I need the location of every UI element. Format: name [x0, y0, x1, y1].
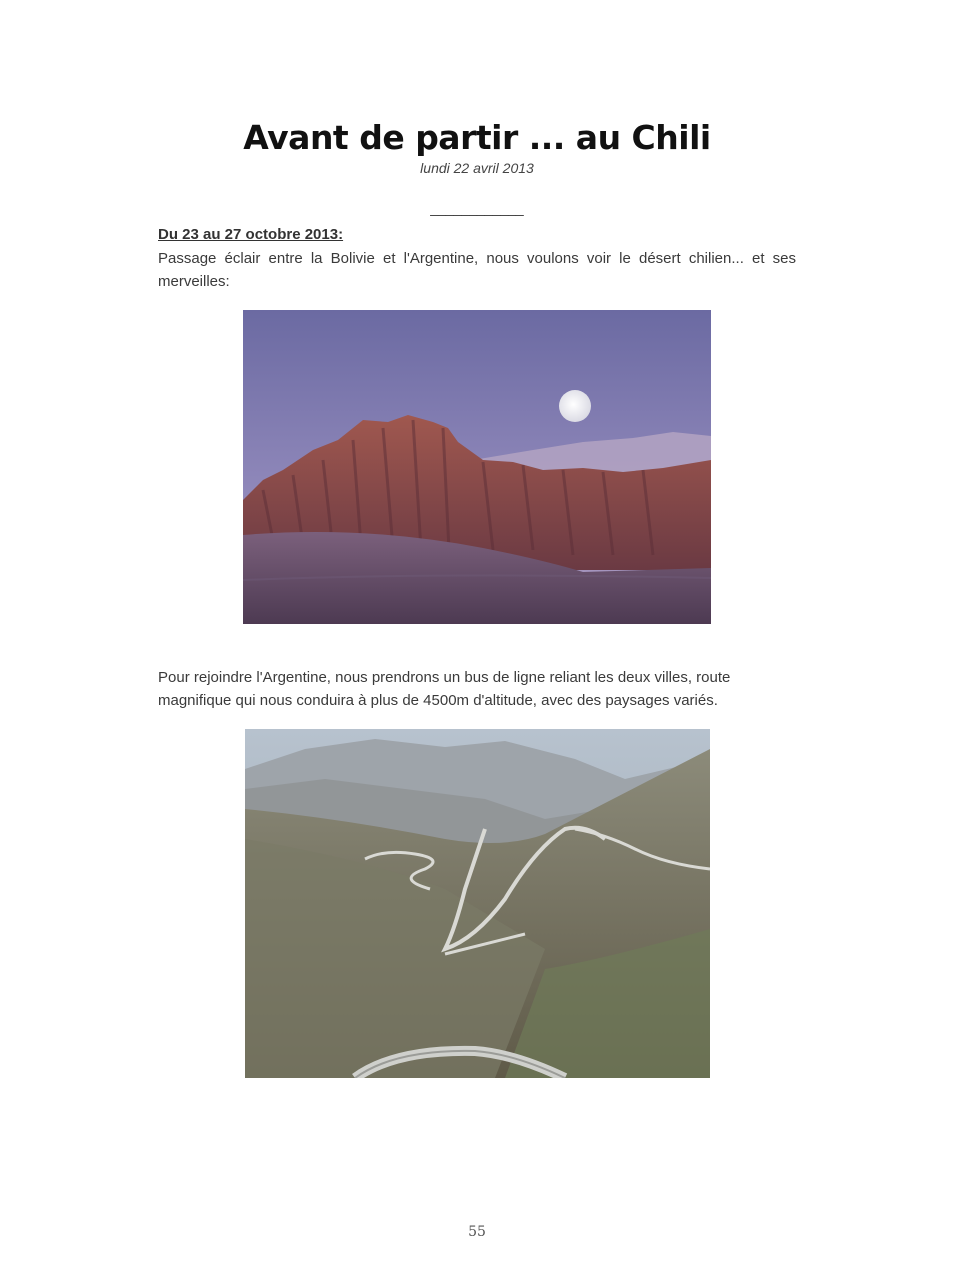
section-heading: Du 23 au 27 octobre 2013:: [158, 226, 344, 243]
winding-road-photo: [245, 729, 710, 1078]
paragraph-desert: Passage éclair entre la Bolivie et l'Argentine, nous voulons voir le désert chilien... et ses merveilles:: [158, 250, 796, 290]
separator-line: ____________: [430, 200, 524, 216]
desert-moon-illustration: [243, 310, 711, 624]
moon-icon: [559, 390, 591, 422]
post-date: lundi 22 avril 2013: [420, 160, 534, 176]
winding-road-illustration: [245, 729, 710, 1078]
paragraph-road: Pour rejoindre l'Argentine, nous prendrons un bus de ligne reliant les deux villes, route magnifique qui nous conduira à plus de 4500m d'altitude, avec des paysages variés.: [158, 669, 731, 709]
page-title: Avant de partir ... au Chili: [243, 118, 711, 157]
page-number: 55: [468, 1224, 486, 1240]
desert-moon-photo: [243, 310, 711, 624]
